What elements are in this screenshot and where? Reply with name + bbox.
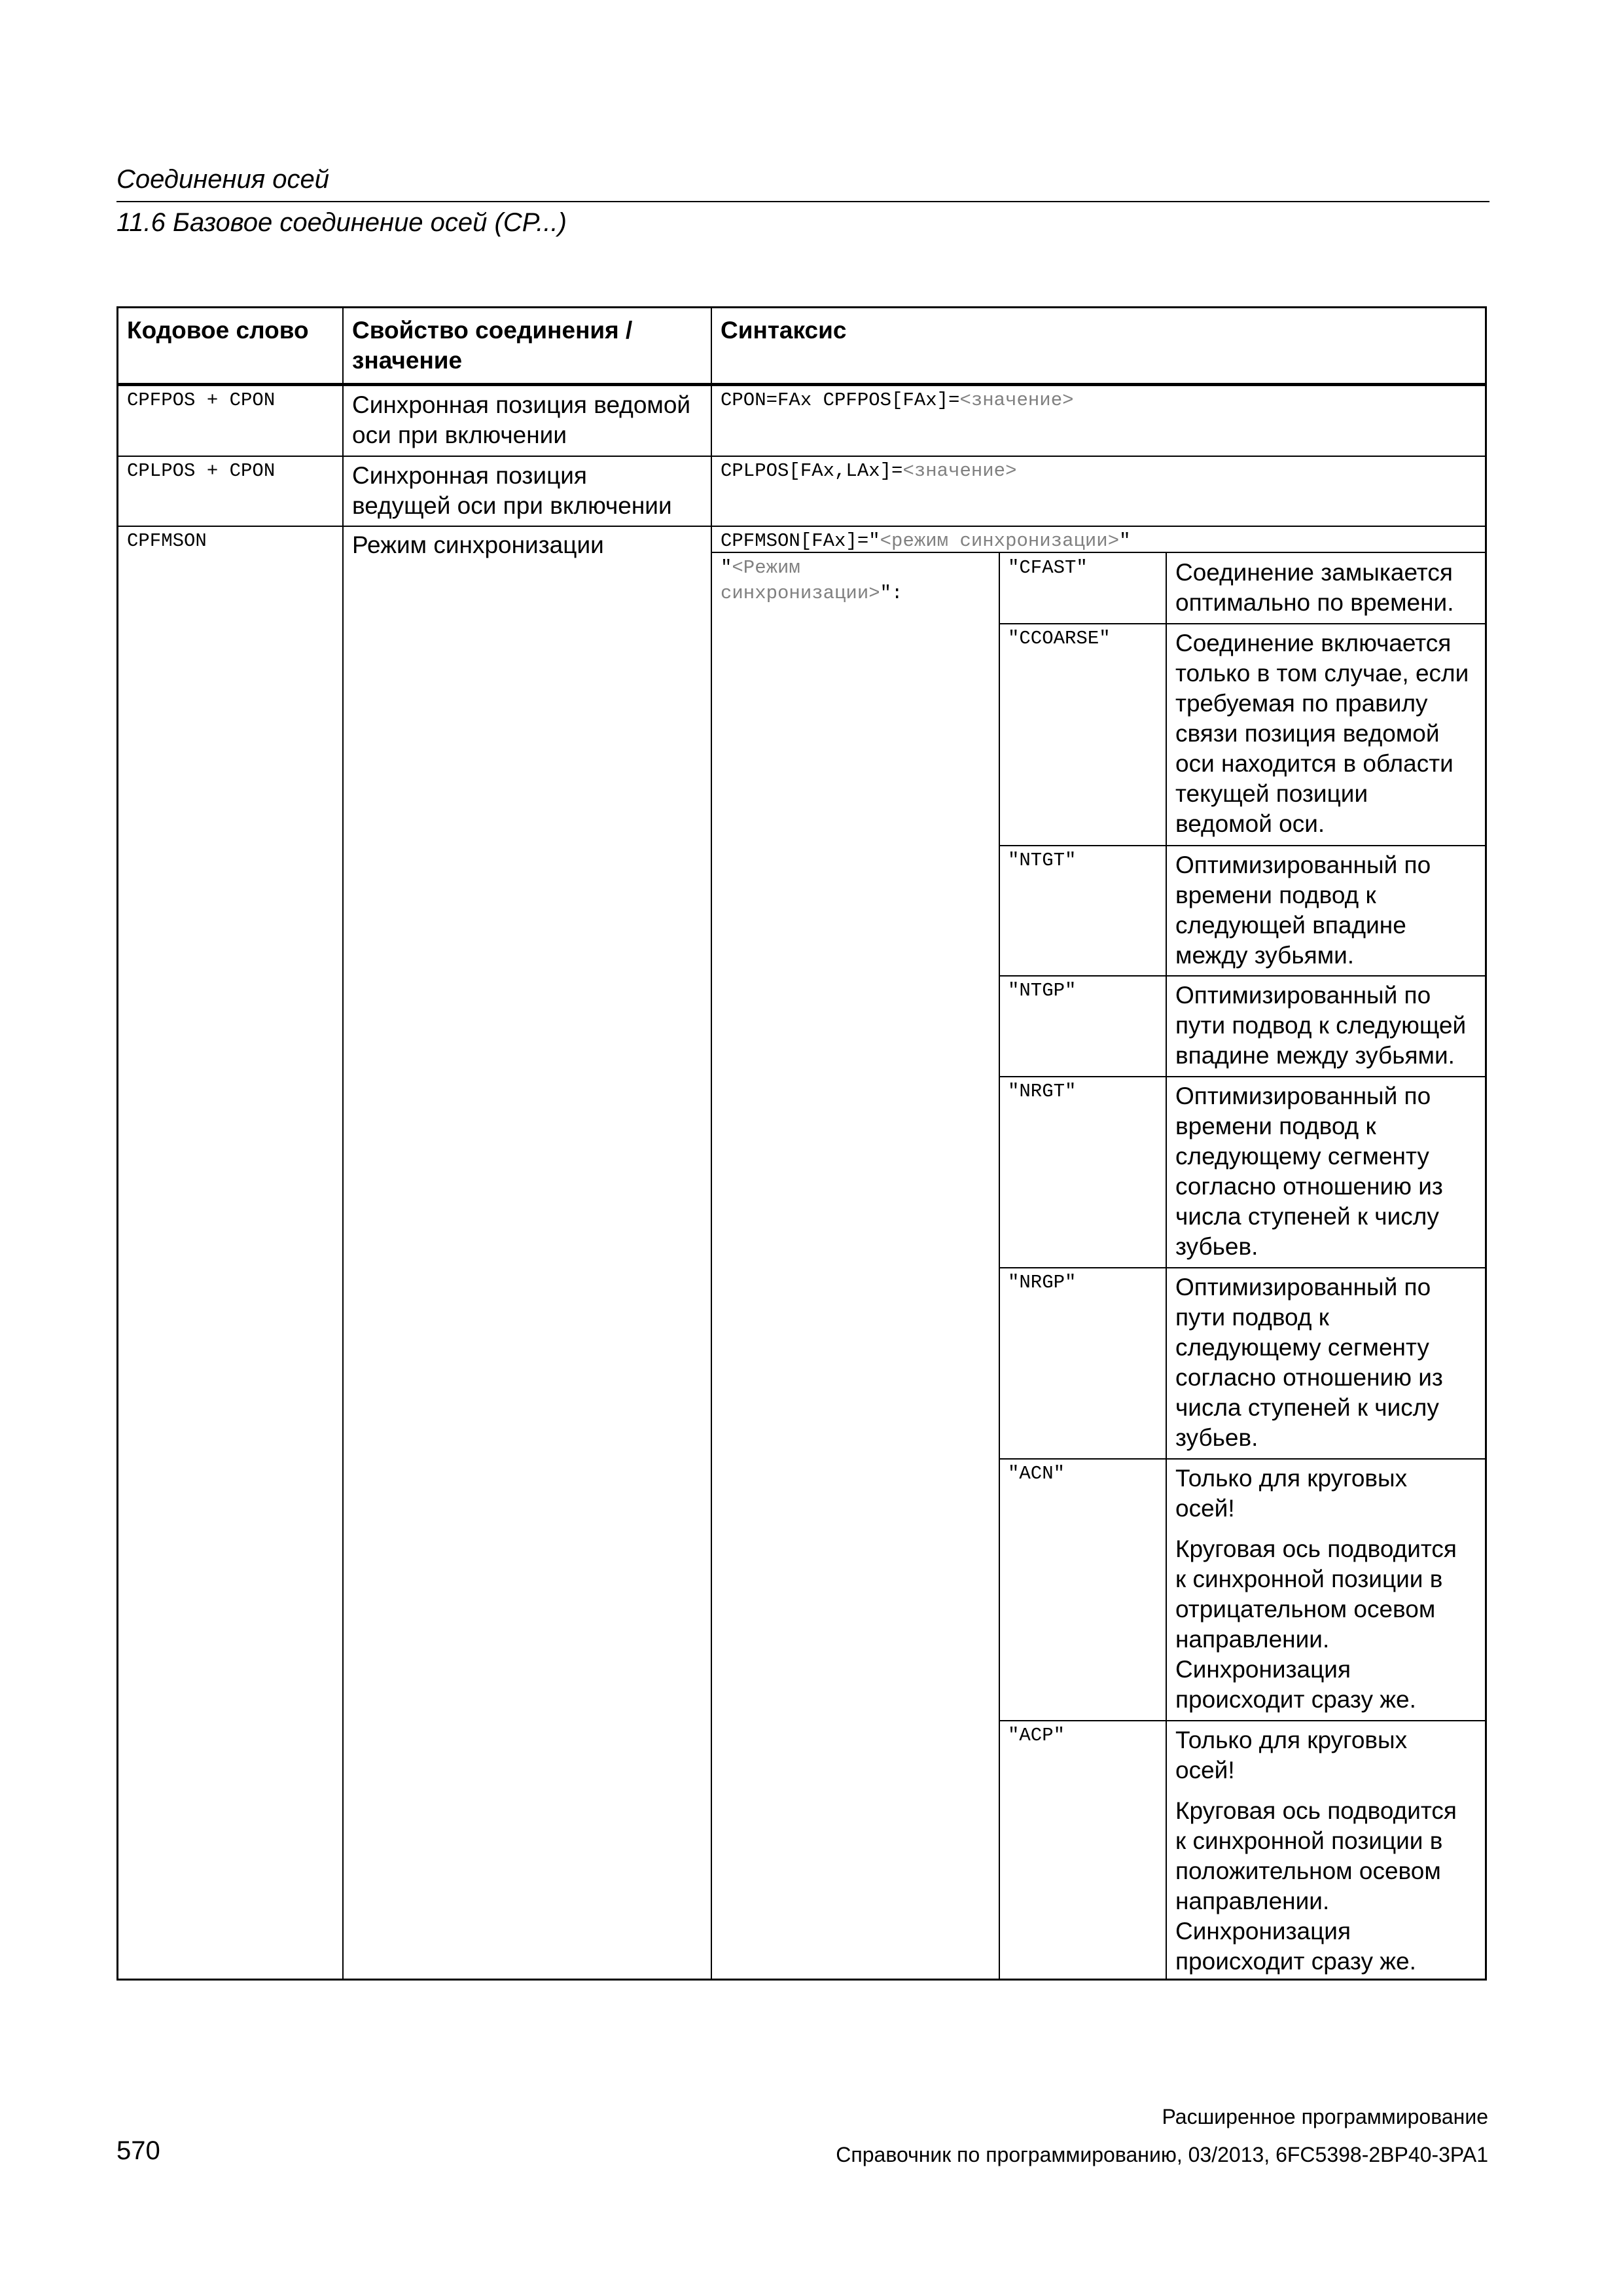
mode-code-acn: "ACN" bbox=[1008, 1463, 1065, 1484]
mode-col-sep-1 bbox=[999, 552, 1000, 1981]
mode-desc-acn-note: Только для круговых осей! bbox=[1175, 1465, 1408, 1522]
mode-code-ntgt: "NTGT" bbox=[1008, 850, 1077, 871]
mode-desc-acp: Круговая ось подводится к синхронной позиции в положительном осевом направлении. Синхронизация происходит сразу же. bbox=[1175, 1797, 1457, 1975]
mode-desc-nrgp: Оптимизированный по пути подвод к следующему сегменту согласно отношению из числа ступеней к числу зубьев. bbox=[1175, 1274, 1443, 1451]
row-rule-2 bbox=[116, 526, 1487, 527]
row2-keyword: CPLPOS + CPON bbox=[127, 460, 276, 482]
mode-code-nrgt: "NRGT" bbox=[1008, 1081, 1077, 1102]
row2-syntax: CPLPOS[FAx,LAx]=<значение> bbox=[721, 460, 1017, 482]
header-property: Свойство соединения / значение bbox=[352, 317, 633, 374]
mode-code-ccoarse: "CCOARSE" bbox=[1008, 628, 1111, 649]
mode-rule-2 bbox=[999, 845, 1487, 846]
mode-desc-acp-note: Только для круговых осей! bbox=[1175, 1727, 1408, 1784]
mode-code-acp: "ACP" bbox=[1008, 1725, 1065, 1746]
table-border-left bbox=[116, 306, 118, 1981]
mode-code-ntgp: "NTGP" bbox=[1008, 980, 1077, 1001]
row2-property: Синхронная позиция ведущей оси при включении bbox=[352, 462, 672, 519]
header-keyword: Кодовое слово bbox=[127, 317, 309, 344]
header-row-rule bbox=[116, 383, 1487, 386]
footer-doc-title: Расширенное программирование bbox=[1162, 2105, 1488, 2128]
row3-keyword: CPFMSON bbox=[127, 530, 207, 552]
header-syntax: Синтаксис bbox=[721, 317, 847, 344]
mode-desc-ccoarse: Соединение включается только в том случае, если требуемая по правилу связи позиция ведомой оси находится в области текущей позиции ведомой оси. bbox=[1175, 630, 1469, 837]
footer-reference: Справочник по программированию, 03/2013, 6FC5398-2BP40-3PA1 bbox=[836, 2143, 1488, 2166]
row-rule-1 bbox=[116, 456, 1487, 457]
mode-label: "<Режим синхронизации>": bbox=[721, 557, 903, 604]
mode-rule-7 bbox=[999, 1720, 1487, 1721]
header-rule bbox=[116, 201, 1489, 202]
mode-desc-nrgt: Оптимизированный по времени подвод к следующему сегменту согласно отношению из числа ступеней к числу зубьев. bbox=[1175, 1083, 1443, 1260]
mode-rule-1 bbox=[999, 623, 1487, 624]
mode-desc-ntgp: Оптимизированный по пути подвод к следующей впадине между зубьями. bbox=[1175, 982, 1467, 1069]
chapter-title: Соединения осей bbox=[116, 165, 330, 194]
table-border-bottom bbox=[116, 1979, 1487, 1981]
col-sep-2 bbox=[711, 306, 712, 1981]
mode-desc-ntgt: Оптимизированный по времени подвод к следующей впадине между зубьями. bbox=[1175, 852, 1431, 969]
col-sep-1 bbox=[342, 306, 344, 1981]
mode-rule-4 bbox=[999, 1076, 1487, 1077]
row3-property: Режим синхронизации bbox=[352, 531, 604, 558]
row1-property: Синхронная позиция ведомой оси при включении bbox=[352, 391, 691, 448]
mode-code-nrgp: "NRGP" bbox=[1008, 1272, 1077, 1293]
section-title: 11.6 Базовое соединение осей (CP...) bbox=[116, 208, 567, 237]
row1-syntax: CPON=FAx CPFPOS[FAx]=<значение> bbox=[721, 389, 1074, 411]
table-border-right bbox=[1485, 306, 1487, 1981]
row3-syntax: CPFMSON[FAx]="<режим синхронизации>" bbox=[721, 530, 1131, 552]
mode-rule-3 bbox=[999, 975, 1487, 977]
command-table bbox=[116, 306, 1487, 1981]
mode-desc-cfast: Соединение замыкается оптимально по времени. bbox=[1175, 559, 1454, 616]
row1-keyword: CPFPOS + CPON bbox=[127, 389, 276, 411]
mode-rule-5 bbox=[999, 1267, 1487, 1268]
mode-code-cfast: "CFAST" bbox=[1008, 557, 1088, 579]
table-border-top bbox=[116, 306, 1487, 308]
mode-col-sep-2 bbox=[1166, 552, 1167, 1981]
mode-desc-acn: Круговая ось подводится к синхронной позиции в отрицательном осевом направлении. Синхронизация происходит сразу же. bbox=[1175, 1535, 1457, 1713]
page-number: 570 bbox=[116, 2136, 160, 2165]
mode-rule-6 bbox=[999, 1458, 1487, 1460]
